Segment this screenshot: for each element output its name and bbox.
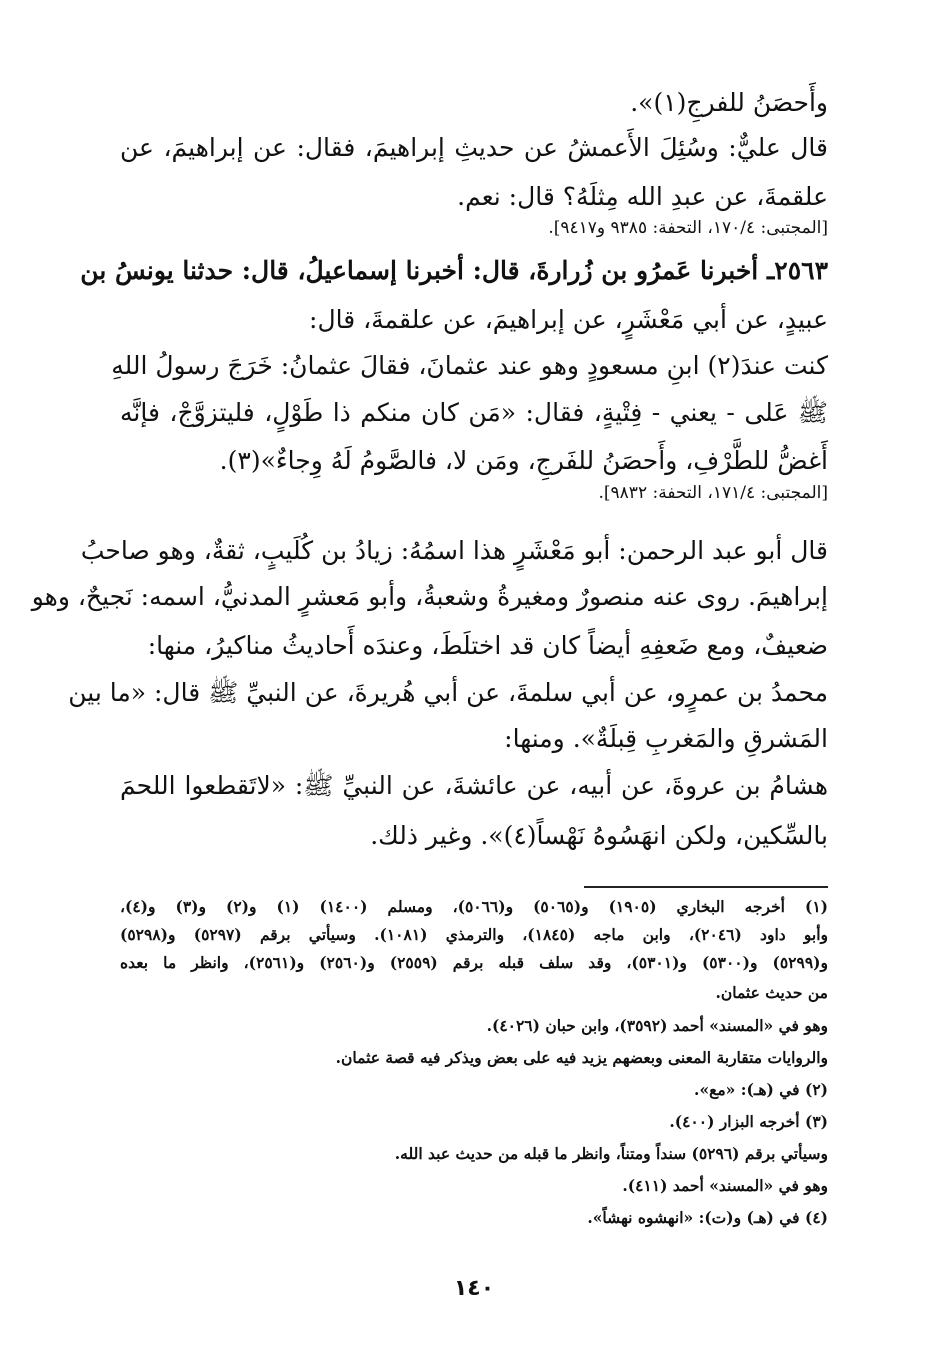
text-line: محمدُ بن عمرٍو، عن أبي سلمةَ، عن أبي هُريرةَ، عن النبيِّ ﷺ قال: «ما بين (68, 678, 828, 707)
text-line: أَغضُّ للطَّرْفِ، وأَحصَنُ للفَرجِ، ومَن لا، فالصَّومُ لَهُ وِجاءٌ»(٣). (219, 446, 828, 475)
text-line: كنت عندَ(٢) ابنِ مسعودٍ وهو عند عثمانَ، فقالَ عثمانُ: خَرَجَ رسولُ اللهِ (111, 351, 828, 380)
footnote-separator (584, 886, 828, 888)
footnote-line: من حديث عثمان. (715, 983, 828, 1002)
footnote-line: (١) أخرجه البخاري (١٩٠٥) و(٥٠٦٥) و(٥٠٦٦)، ومسلم (١٤٠٠) (١) و(٢) و(٣) و(٤)، (120, 897, 828, 916)
footnote-line: وهو في «المسند» أحمد (٤١١). (622, 1176, 828, 1195)
text-line: هشامُ بن عروةَ، عن أبيه، عن عائشةَ، عن النبيِّ ﷺ: «لاتَقطعوا اللحمَ (120, 771, 828, 800)
text-line: عبيدٍ، عن أبي مَعْشَرٍ، عن إبراهيمَ، عن علقمةَ، قال: (309, 305, 828, 334)
page-number: ١٤٠ (453, 1276, 495, 1301)
text-line: المَشرقِ والمَغربِ قِبلَةٌ». ومنها: (504, 724, 828, 753)
text-line: إبراهيمَ. روى عنه منصورٌ ومغيرةُ وشعبةُ، وأبو مَعشرٍ المدنيُّ، اسمه: نَجيحٌ، وهو (31, 582, 828, 611)
text-line: بالسِّكين، ولكن انهَسُوهُ نَهْساً(٤)». وغير ذلك. (370, 821, 828, 850)
text-line: قال عليٌّ: وسُئِلَ الأَعمشُ عن حديثِ إبراهيمَ، فقال: عن إبراهيمَ، عن (120, 133, 828, 162)
footnote-line: وسيأتي برقم (٥٢٩٦) سنداً ومتناً، وانظر ما قبله من حديث عبد الله. (394, 1144, 828, 1163)
text-line: ضعيفٌ، ومع ضَعفِهِ أيضاً كان قد اختلَطَ، وعندَه أَحاديثُ مناكيرُ، منها: (147, 631, 828, 660)
footnote-line: وأبو داود (٢٠٤٦)، وابن ماجه (١٨٤٥)، والترمذي (١٠٨١). وسيأتي برقم (٥٢٩٧) و(٥٢٩٨) (120, 925, 829, 944)
text-line: قال أبو عبد الرحمن: أبو مَعْشَرٍ هذا اسمُهُ: زيادُ بن كُلَيبٍ، ثقةٌ، وهو صاحبُ (80, 536, 828, 565)
footnote-line: (٢) في (هـ): «مع». (694, 1080, 828, 1099)
footnote-line: (٣) أخرجه البزار (٤٠٠). (669, 1112, 828, 1131)
footnote-line: و(٥٢٩٩) و(٥٣٠٠) و(٥٣٠١)، وقد سلف قبله برقم (٢٥٥٩) و(٢٥٦٠) و(٢٥٦١)، وانظر ما بعده (120, 953, 828, 972)
text-line: علقمةَ، عن عبدِ الله مِثلَهُ؟ قال: نعم. (457, 182, 828, 211)
footnote-line: وهو في «المسند» أحمد (٣٥٩٢)، وابن حبان (٤٠٢٦). (486, 1016, 828, 1035)
text-line: ﷺ عَلى - يعني - فِتْيةٍ، فقال: «مَن كان منكم ذا طَوْلٍ، فليتزوَّجْ، فإنَّه (120, 398, 828, 427)
footnote-line: (٤) في (هـ) و(ت): «انهشوه نهشاً». (587, 1208, 828, 1227)
text-line: وأَحصَنُ للفرجِ(١)». (630, 88, 828, 117)
hadith-heading-line: ٢٥٦٣ـ أخبرنا عَمرُو بن زُرارةَ، قال: أخبرنا إسماعيلُ، قال: حدثنا يونسُ بن (80, 256, 828, 285)
reference-line: [المجتبى: ١٧٠/٤، التحفة: ٩٣٨٥ و٩٤١٧]. (548, 218, 828, 238)
footnote-line: والروايات متقاربة المعنى وبعضهم يزيد فيه على بعض ويذكر فيه قصة عثمان. (335, 1048, 828, 1067)
reference-line: [المجتبى: ١٧١/٤، التحفة: ٩٨٣٢]. (598, 483, 828, 503)
